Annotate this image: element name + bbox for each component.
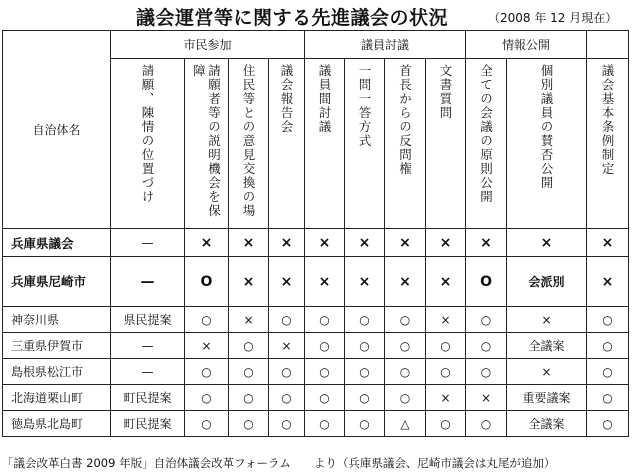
- table-cell: 町民提案: [111, 385, 185, 411]
- row-name: 兵庫県尼崎市: [3, 257, 111, 307]
- table-cell: 県民提案: [111, 307, 185, 333]
- table-cell: ○: [466, 411, 507, 437]
- table-cell: 全議案: [507, 411, 587, 437]
- table-cell: ×: [587, 229, 629, 257]
- table-cell: ×: [269, 229, 305, 257]
- table-row: [3, 307, 629, 333]
- column-header: 議会報告会: [269, 59, 305, 229]
- table-cell: ○: [185, 411, 229, 437]
- header-municipality: 自治体名: [3, 31, 111, 229]
- table-cell: ○: [345, 333, 385, 359]
- group-information-disclosure: 情報公開: [466, 31, 587, 59]
- column-header: 住民等との意見交換の場: [229, 59, 269, 229]
- title-date: （2008 年 12 月現在）: [488, 11, 618, 25]
- table-cell: ○: [587, 333, 629, 359]
- table-row: [3, 385, 629, 411]
- table-cell: ×: [426, 229, 466, 257]
- table-cell: ○: [466, 333, 507, 359]
- row-name: 北海道栗山町: [3, 385, 111, 411]
- table-cell: ×: [229, 229, 269, 257]
- table-cell: ×: [305, 229, 345, 257]
- row-name: 兵庫県議会: [3, 229, 111, 257]
- column-header: 請願者等の説明機会を保障: [185, 59, 229, 229]
- table-row: [3, 333, 629, 359]
- table-cell: ○: [305, 411, 345, 437]
- table-row: [3, 229, 629, 257]
- table-cell: ○: [305, 359, 345, 385]
- table-cell: ○: [345, 359, 385, 385]
- table-cell: ○: [587, 359, 629, 385]
- title-row: [0, 0, 632, 30]
- column-header: 文書質問: [426, 59, 466, 229]
- table-cell: ○: [385, 359, 426, 385]
- table-cell: ○: [229, 333, 269, 359]
- table-cell: ○: [229, 411, 269, 437]
- table-cell: ×: [185, 229, 229, 257]
- table-cell: —: [111, 359, 185, 385]
- table-cell: ×: [466, 229, 507, 257]
- table-cell: ×: [507, 307, 587, 333]
- table-row: [3, 411, 629, 437]
- table-cell: ×: [587, 257, 629, 307]
- table-cell: ○: [426, 359, 466, 385]
- table-cell: ○: [185, 385, 229, 411]
- row-name: 三重県伊賀市: [3, 333, 111, 359]
- table-cell: ○: [345, 307, 385, 333]
- group-citizen-participation: 市民参加: [111, 31, 305, 59]
- table-cell: ○: [345, 385, 385, 411]
- table-cell: 町民提案: [111, 411, 185, 437]
- table-cell: 全議案: [507, 333, 587, 359]
- table-cell: ×: [229, 307, 269, 333]
- column-header: 請願、陳情の位置づけ: [111, 59, 185, 229]
- table-cell: ×: [185, 333, 229, 359]
- table-cell: ○: [426, 333, 466, 359]
- table-cell: ○: [426, 411, 466, 437]
- table-cell: ○: [587, 307, 629, 333]
- table-cell: ×: [305, 257, 345, 307]
- page-title: 議会運営等に関する先進議会の状況: [136, 7, 449, 29]
- table-cell: ×: [385, 229, 426, 257]
- row-name: 徳島県北島町: [3, 411, 111, 437]
- column-header: 一問一答方式: [345, 59, 385, 229]
- table-cell: ×: [385, 257, 426, 307]
- table-row: [3, 359, 629, 385]
- table-cell: ○: [185, 359, 229, 385]
- table-cell: ×: [345, 257, 385, 307]
- table-cell: ○: [269, 359, 305, 385]
- table-cell: ×: [229, 257, 269, 307]
- table-cell: ×: [507, 359, 587, 385]
- table-cell: —: [111, 333, 185, 359]
- table-cell: ○: [305, 333, 345, 359]
- table-cell: O: [466, 257, 507, 307]
- table-cell: ○: [185, 307, 229, 333]
- table-cell: O: [185, 257, 229, 307]
- table-cell: ○: [345, 411, 385, 437]
- table-cell: △: [385, 411, 426, 437]
- row-name: 島根県松江市: [3, 359, 111, 385]
- table-cell: 重要議案: [507, 385, 587, 411]
- column-header: 個別議員の賛否公開: [507, 59, 587, 229]
- row-name: 神奈川県: [3, 307, 111, 333]
- table-cell: ○: [587, 411, 629, 437]
- table-cell: —: [111, 229, 185, 257]
- table-cell: ○: [466, 307, 507, 333]
- table-cell: ×: [466, 385, 507, 411]
- table-cell: ×: [426, 307, 466, 333]
- table-cell: ○: [466, 359, 507, 385]
- source-footnote: 「議会改革白書 2009 年版」自治体議会改革フォーラム より（兵庫県議会、尼崎市議会は丸尾が追加）: [2, 456, 556, 470]
- table-cell: ×: [426, 385, 466, 411]
- table-cell: ○: [385, 333, 426, 359]
- table-cell: ○: [587, 385, 629, 411]
- table-cell: ○: [229, 359, 269, 385]
- table-cell: ○: [269, 307, 305, 333]
- group-member-debate: 議員討議: [305, 31, 466, 59]
- table-cell: ×: [507, 229, 587, 257]
- column-header: 全ての会議の原則公開: [466, 59, 507, 229]
- table-cell: ○: [305, 385, 345, 411]
- table-cell: ×: [269, 257, 305, 307]
- status-table: [2, 30, 629, 437]
- table-cell: ○: [305, 307, 345, 333]
- table-cell: ×: [345, 229, 385, 257]
- table-row: [3, 257, 629, 307]
- table-cell: ○: [385, 307, 426, 333]
- table-cell: 会派別: [507, 257, 587, 307]
- table-cell: ○: [269, 411, 305, 437]
- group-empty: [587, 31, 629, 59]
- table-cell: ×: [269, 333, 305, 359]
- table-cell: ○: [229, 385, 269, 411]
- column-header: 議会基本条例制定: [587, 59, 629, 229]
- table-cell: ○: [269, 385, 305, 411]
- column-header: 首長からの反問権: [385, 59, 426, 229]
- table-cell: —: [111, 257, 185, 307]
- column-header: 議員間討議: [305, 59, 345, 229]
- table-cell: ○: [385, 385, 426, 411]
- table-cell: ×: [426, 257, 466, 307]
